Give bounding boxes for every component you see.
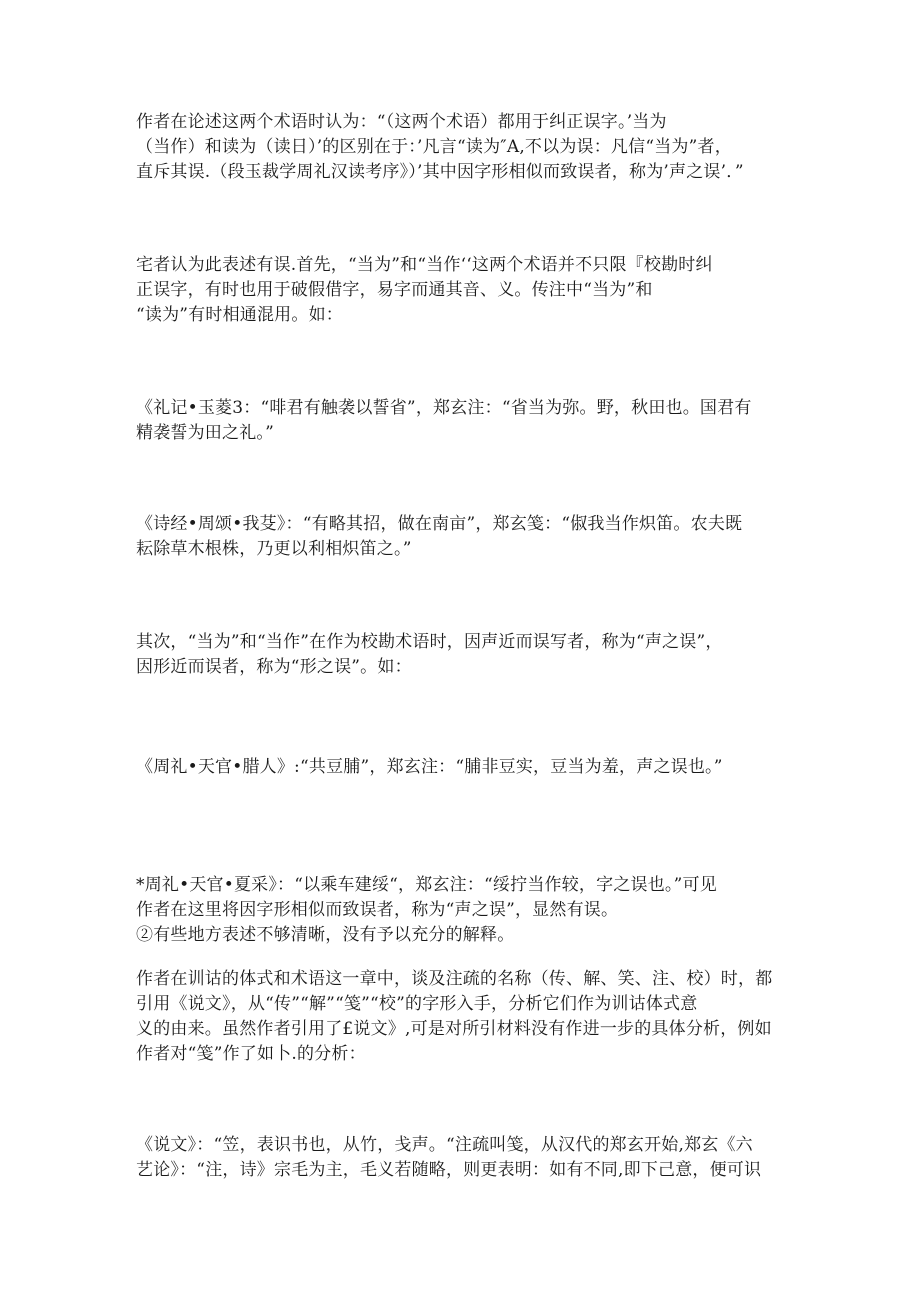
text-line: 正误字，有时也用于破假借字，易字而通其音、义。传注中“当为”和 <box>136 280 653 300</box>
text-line: 作者在这里将因字形相似而致误者，称为“声之误”，显然有误。 <box>136 900 619 920</box>
text-line: ②有些地方表述不够清晰，没有予以充分的解释。 <box>136 925 515 945</box>
quote-shuowen <box>136 1133 786 1183</box>
text-line: 《礼记•玉菱3：“啡君有触袭以誓省”，郑玄注：“省当为弥。野，秋田也。国君有 <box>136 398 752 418</box>
quote-liji <box>136 396 786 446</box>
text-line: 耘除草木根株，乃更以利相炽笛之。” <box>136 539 412 559</box>
paragraph-critique-second <box>136 630 786 680</box>
text-line: 其次，“当为”和“当作”在作为校勘术语时，因声近而误写者，称为“声之误”， <box>136 632 723 652</box>
text-line: “读为”有时相通混用。如： <box>136 305 343 325</box>
text-line: 《诗经•周颂•我芟》：“有略其招，做在南亩”，郑玄笺：“俶我当作炽笛。农夫既 <box>136 514 743 534</box>
paragraph-intro <box>136 110 786 185</box>
text-line: 引用《说文》，从“传”“解”“笺”“校”的字形入手，分析它们作为训诂体式意 <box>136 994 698 1014</box>
text-line: 作者在论述这两个术语时认为：“（这两个术语）都用于纠正误字。’当为 <box>136 112 667 132</box>
quote-shijing <box>136 512 786 562</box>
text-line: 作者在训诂的体式和术语这一章中，谈及注疏的名称（传、解、笑、注、校）时，都 <box>136 969 773 989</box>
paragraph-critique-first <box>136 253 786 328</box>
text-line: 义的由来。虽然作者引用了£说文》,可是对所引材料没有作进一步的具体分析，例如 <box>136 1019 772 1039</box>
text-line: 作者对“笺”作了如卜.的分析： <box>136 1044 366 1064</box>
quote-zhouli-xiacai <box>136 873 786 948</box>
text-line: 直斥其误.（段玉裁学周礼汉读考序》）’其中因字形相似而致误者，称为’声之误’．” <box>136 162 744 182</box>
text-line: 《说文》：“笠，表识书也，从竹，戋声。“注疏叫笺，从汉代的郑玄开始,郑玄《六 <box>136 1135 753 1155</box>
text-line: 《周礼•天官•腊人》:“共豆脯”，郑玄注：“脯非豆实，豆当为羞，声之误也。” <box>136 757 723 777</box>
text-line: 宅者认为此表述有误.首先，“当为”和“当作‘‘这两个术语并不只限『校勘时纠 <box>136 255 713 275</box>
paragraph-terms-chapter <box>136 967 786 1067</box>
text-line: （当作）和读为（读日）’的区别在于：’凡言“读为″A,不以为误：凡信“当为”者， <box>136 137 732 157</box>
text-line: *周礼•天官•夏采》：“以乘车建绥“，郑玄注：“绥拧当作较，字之误也。”可见 <box>136 875 717 895</box>
text-line: 精袭誓为田之礼。” <box>136 423 274 443</box>
quote-zhouli-larenren <box>136 755 786 780</box>
text-line: 艺论》：“注，诗》宗毛为主，毛义若随略，则更表明：如有不同,即下己意，便可识 <box>136 1160 762 1180</box>
text-line: 因形近而误者，称为“形之误”。如： <box>136 657 412 677</box>
